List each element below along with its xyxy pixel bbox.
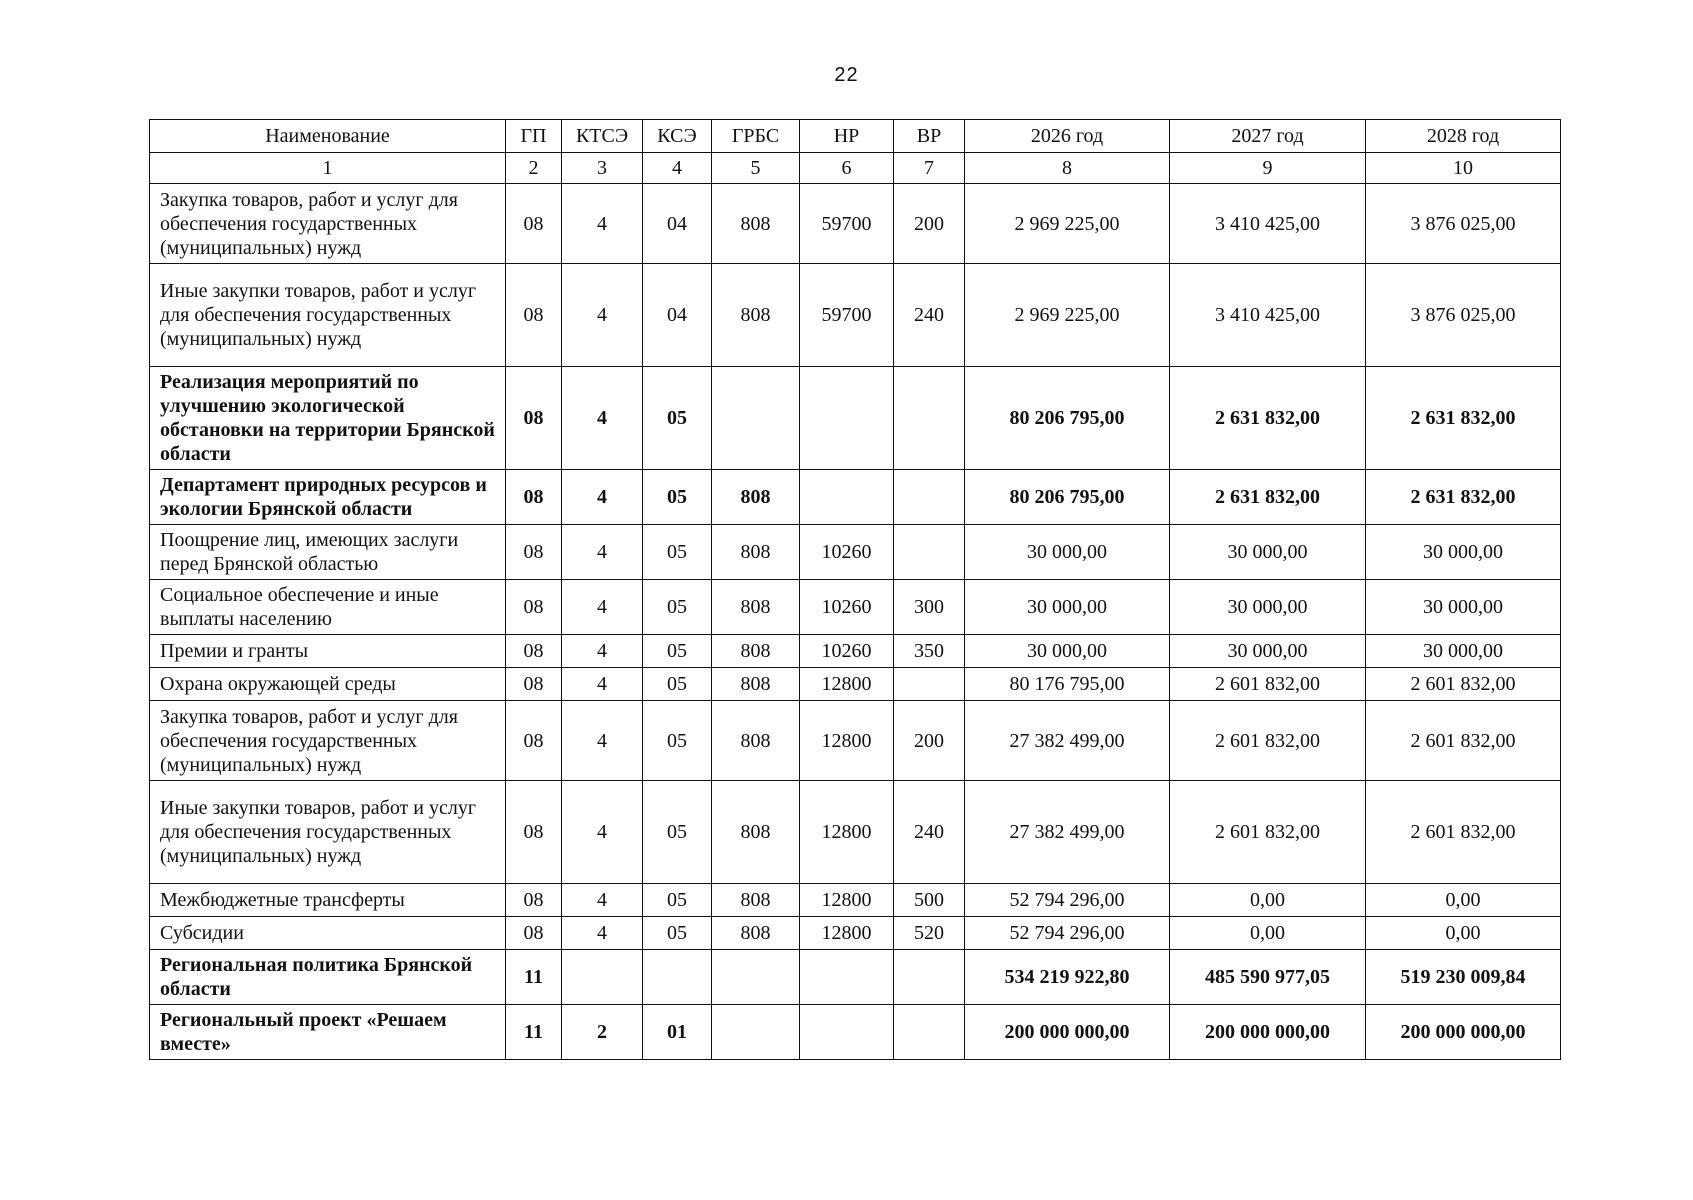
table-cell: 05 bbox=[643, 701, 712, 781]
table-cell: 200 bbox=[894, 184, 965, 264]
table-cell: 08 bbox=[506, 525, 562, 580]
table-cell: 30 000,00 bbox=[965, 635, 1170, 668]
table-cell bbox=[894, 470, 965, 525]
table-cell: 30 000,00 bbox=[965, 525, 1170, 580]
table-cell: 808 bbox=[712, 184, 800, 264]
column-header: КТСЭ bbox=[562, 120, 643, 153]
table-cell: 240 bbox=[894, 781, 965, 884]
table-cell: 2 631 832,00 bbox=[1170, 367, 1366, 470]
table-cell: 08 bbox=[506, 781, 562, 884]
column-number-row bbox=[150, 153, 1561, 184]
table-cell: 08 bbox=[506, 580, 562, 635]
table-cell bbox=[894, 1005, 965, 1060]
table-row bbox=[150, 950, 1561, 1005]
table-row bbox=[150, 184, 1561, 264]
table-cell: 08 bbox=[506, 184, 562, 264]
table-cell: 59700 bbox=[800, 184, 894, 264]
row-name-cell: Социальное обеспечение и иные выплаты населению bbox=[150, 580, 506, 635]
table-cell: 808 bbox=[712, 781, 800, 884]
table-cell bbox=[712, 950, 800, 1005]
table-cell: 500 bbox=[894, 884, 965, 917]
table-cell: 08 bbox=[506, 470, 562, 525]
table-cell: 3 410 425,00 bbox=[1170, 184, 1366, 264]
table-cell: 10260 bbox=[800, 580, 894, 635]
table-cell: 08 bbox=[506, 264, 562, 367]
table-cell: 2 601 832,00 bbox=[1366, 701, 1561, 781]
column-header: ГРБС bbox=[712, 120, 800, 153]
table-cell: 2 631 832,00 bbox=[1366, 470, 1561, 525]
column-number: 5 bbox=[712, 153, 800, 184]
table-cell: 11 bbox=[506, 950, 562, 1005]
table-cell: 300 bbox=[894, 580, 965, 635]
table-cell bbox=[894, 668, 965, 701]
table-cell: 12800 bbox=[800, 884, 894, 917]
table-cell: 519 230 009,84 bbox=[1366, 950, 1561, 1005]
table-row bbox=[150, 668, 1561, 701]
table-row bbox=[150, 580, 1561, 635]
table-cell: 2 601 832,00 bbox=[1170, 781, 1366, 884]
table-cell: 27 382 499,00 bbox=[965, 701, 1170, 781]
table-row bbox=[150, 635, 1561, 668]
table-cell: 0,00 bbox=[1366, 884, 1561, 917]
table-cell: 2 631 832,00 bbox=[1170, 470, 1366, 525]
table-body bbox=[150, 120, 1561, 1060]
column-number: 7 bbox=[894, 153, 965, 184]
table-cell: 80 176 795,00 bbox=[965, 668, 1170, 701]
table-cell: 59700 bbox=[800, 264, 894, 367]
table-cell: 05 bbox=[643, 635, 712, 668]
table-row bbox=[150, 781, 1561, 884]
column-header: 2027 год bbox=[1170, 120, 1366, 153]
table-cell bbox=[643, 950, 712, 1005]
table-cell bbox=[800, 367, 894, 470]
column-number: 2 bbox=[506, 153, 562, 184]
row-name-cell: Иные закупки товаров, работ и услуг для обеспечения государственных (муниципальных) нужд bbox=[150, 781, 506, 884]
table-row bbox=[150, 917, 1561, 950]
table-cell: 12800 bbox=[800, 917, 894, 950]
table-cell: 80 206 795,00 bbox=[965, 470, 1170, 525]
table-cell: 4 bbox=[562, 701, 643, 781]
table-cell: 808 bbox=[712, 525, 800, 580]
table-cell: 4 bbox=[562, 580, 643, 635]
table-row bbox=[150, 884, 1561, 917]
table-cell: 52 794 296,00 bbox=[965, 917, 1170, 950]
table-cell: 808 bbox=[712, 668, 800, 701]
table-row bbox=[150, 470, 1561, 525]
row-name-cell: Реализация мероприятий по улучшению экологической обстановки на территории Брянской области bbox=[150, 367, 506, 470]
table-cell: 3 876 025,00 bbox=[1366, 184, 1561, 264]
table-cell: 4 bbox=[562, 884, 643, 917]
budget-table bbox=[149, 119, 1561, 1060]
table-cell: 4 bbox=[562, 781, 643, 884]
table-cell: 80 206 795,00 bbox=[965, 367, 1170, 470]
table-cell: 04 bbox=[643, 264, 712, 367]
table-cell: 08 bbox=[506, 884, 562, 917]
table-row bbox=[150, 1005, 1561, 1060]
table-cell bbox=[562, 950, 643, 1005]
table-cell: 4 bbox=[562, 525, 643, 580]
table-cell: 520 bbox=[894, 917, 965, 950]
table-cell: 350 bbox=[894, 635, 965, 668]
table-cell: 2 601 832,00 bbox=[1366, 781, 1561, 884]
table-cell: 05 bbox=[643, 470, 712, 525]
table-cell: 808 bbox=[712, 917, 800, 950]
column-number: 8 bbox=[965, 153, 1170, 184]
table-cell: 05 bbox=[643, 668, 712, 701]
table-cell: 10260 bbox=[800, 525, 894, 580]
column-number: 4 bbox=[643, 153, 712, 184]
table-cell: 200 bbox=[894, 701, 965, 781]
table-cell: 4 bbox=[562, 668, 643, 701]
table-cell: 4 bbox=[562, 470, 643, 525]
table-cell: 30 000,00 bbox=[1170, 525, 1366, 580]
row-name-cell: Региональная политика Брянской области bbox=[150, 950, 506, 1005]
table-row bbox=[150, 264, 1561, 367]
table-cell: 2 601 832,00 bbox=[1170, 701, 1366, 781]
table-cell: 12800 bbox=[800, 668, 894, 701]
table-cell: 808 bbox=[712, 884, 800, 917]
table-cell: 01 bbox=[643, 1005, 712, 1060]
table-cell: 05 bbox=[643, 884, 712, 917]
table-cell: 2 601 832,00 bbox=[1170, 668, 1366, 701]
header-row bbox=[150, 120, 1561, 153]
table-cell: 200 000 000,00 bbox=[965, 1005, 1170, 1060]
table-cell: 12800 bbox=[800, 701, 894, 781]
table-cell: 05 bbox=[643, 580, 712, 635]
table-cell: 0,00 bbox=[1170, 917, 1366, 950]
column-header: Наименование bbox=[150, 120, 506, 153]
table-cell: 4 bbox=[562, 184, 643, 264]
table-cell: 08 bbox=[506, 367, 562, 470]
row-name-cell: Закупка товаров, работ и услуг для обеспечения государственных (муниципальных) нужд bbox=[150, 701, 506, 781]
table-cell bbox=[894, 950, 965, 1005]
row-name-cell: Департамент природных ресурсов и экологии Брянской области bbox=[150, 470, 506, 525]
table-cell: 0,00 bbox=[1170, 884, 1366, 917]
table-cell: 200 000 000,00 bbox=[1366, 1005, 1561, 1060]
table-cell: 30 000,00 bbox=[965, 580, 1170, 635]
table-cell: 534 219 922,80 bbox=[965, 950, 1170, 1005]
table-cell bbox=[800, 1005, 894, 1060]
table-row bbox=[150, 367, 1561, 470]
row-name-cell: Межбюджетные трансферты bbox=[150, 884, 506, 917]
table-cell: 11 bbox=[506, 1005, 562, 1060]
table-cell: 30 000,00 bbox=[1366, 635, 1561, 668]
table-cell: 808 bbox=[712, 264, 800, 367]
table-cell: 2 969 225,00 bbox=[965, 184, 1170, 264]
row-name-cell: Поощрение лиц, имеющих заслуги перед Брянской областью bbox=[150, 525, 506, 580]
column-header: 2026 год bbox=[965, 120, 1170, 153]
table-cell: 808 bbox=[712, 470, 800, 525]
table-row bbox=[150, 701, 1561, 781]
table-cell bbox=[894, 367, 965, 470]
column-header: КСЭ bbox=[643, 120, 712, 153]
table-cell: 200 000 000,00 bbox=[1170, 1005, 1366, 1060]
row-name-cell: Иные закупки товаров, работ и услуг для обеспечения государственных (муниципальных) нужд bbox=[150, 264, 506, 367]
column-number: 6 bbox=[800, 153, 894, 184]
row-name-cell: Региональный проект «Решаем вместе» bbox=[150, 1005, 506, 1060]
table-cell: 485 590 977,05 bbox=[1170, 950, 1366, 1005]
table-cell: 05 bbox=[643, 367, 712, 470]
row-name-cell: Охрана окружающей среды bbox=[150, 668, 506, 701]
table-cell: 2 601 832,00 bbox=[1366, 668, 1561, 701]
column-number: 10 bbox=[1366, 153, 1561, 184]
table-cell: 4 bbox=[562, 367, 643, 470]
table-cell: 4 bbox=[562, 917, 643, 950]
column-number: 9 bbox=[1170, 153, 1366, 184]
table-cell bbox=[800, 950, 894, 1005]
table-cell: 808 bbox=[712, 580, 800, 635]
table-cell bbox=[712, 367, 800, 470]
table-cell bbox=[894, 525, 965, 580]
table-cell: 08 bbox=[506, 635, 562, 668]
column-header: 2028 год bbox=[1366, 120, 1561, 153]
table-cell: 05 bbox=[643, 917, 712, 950]
page-number: 22 bbox=[834, 64, 859, 86]
table-cell: 4 bbox=[562, 264, 643, 367]
row-name-cell: Премии и гранты bbox=[150, 635, 506, 668]
table-cell: 3 876 025,00 bbox=[1366, 264, 1561, 367]
table-cell: 808 bbox=[712, 701, 800, 781]
row-name-cell: Закупка товаров, работ и услуг для обеспечения государственных (муниципальных) нужд bbox=[150, 184, 506, 264]
table-cell bbox=[712, 1005, 800, 1060]
table-cell: 808 bbox=[712, 635, 800, 668]
table-cell: 2 bbox=[562, 1005, 643, 1060]
table-cell: 30 000,00 bbox=[1366, 525, 1561, 580]
table-cell: 3 410 425,00 bbox=[1170, 264, 1366, 367]
table-cell: 2 969 225,00 bbox=[965, 264, 1170, 367]
table-cell: 08 bbox=[506, 701, 562, 781]
table-cell: 05 bbox=[643, 525, 712, 580]
table-cell: 52 794 296,00 bbox=[965, 884, 1170, 917]
column-number: 1 bbox=[150, 153, 506, 184]
table-cell: 10260 bbox=[800, 635, 894, 668]
table-cell: 30 000,00 bbox=[1170, 580, 1366, 635]
table-row bbox=[150, 525, 1561, 580]
table-cell: 04 bbox=[643, 184, 712, 264]
table-cell: 2 631 832,00 bbox=[1366, 367, 1561, 470]
row-name-cell: Субсидии bbox=[150, 917, 506, 950]
table-cell: 08 bbox=[506, 668, 562, 701]
column-number: 3 bbox=[562, 153, 643, 184]
column-header: НР bbox=[800, 120, 894, 153]
table-cell: 30 000,00 bbox=[1170, 635, 1366, 668]
table-cell bbox=[800, 470, 894, 525]
table-cell: 27 382 499,00 bbox=[965, 781, 1170, 884]
table-cell: 08 bbox=[506, 917, 562, 950]
table-cell: 240 bbox=[894, 264, 965, 367]
table-cell: 30 000,00 bbox=[1366, 580, 1561, 635]
table-cell: 12800 bbox=[800, 781, 894, 884]
column-header: ГП bbox=[506, 120, 562, 153]
table-cell: 4 bbox=[562, 635, 643, 668]
table-cell: 0,00 bbox=[1366, 917, 1561, 950]
table-cell: 05 bbox=[643, 781, 712, 884]
column-header: ВР bbox=[894, 120, 965, 153]
